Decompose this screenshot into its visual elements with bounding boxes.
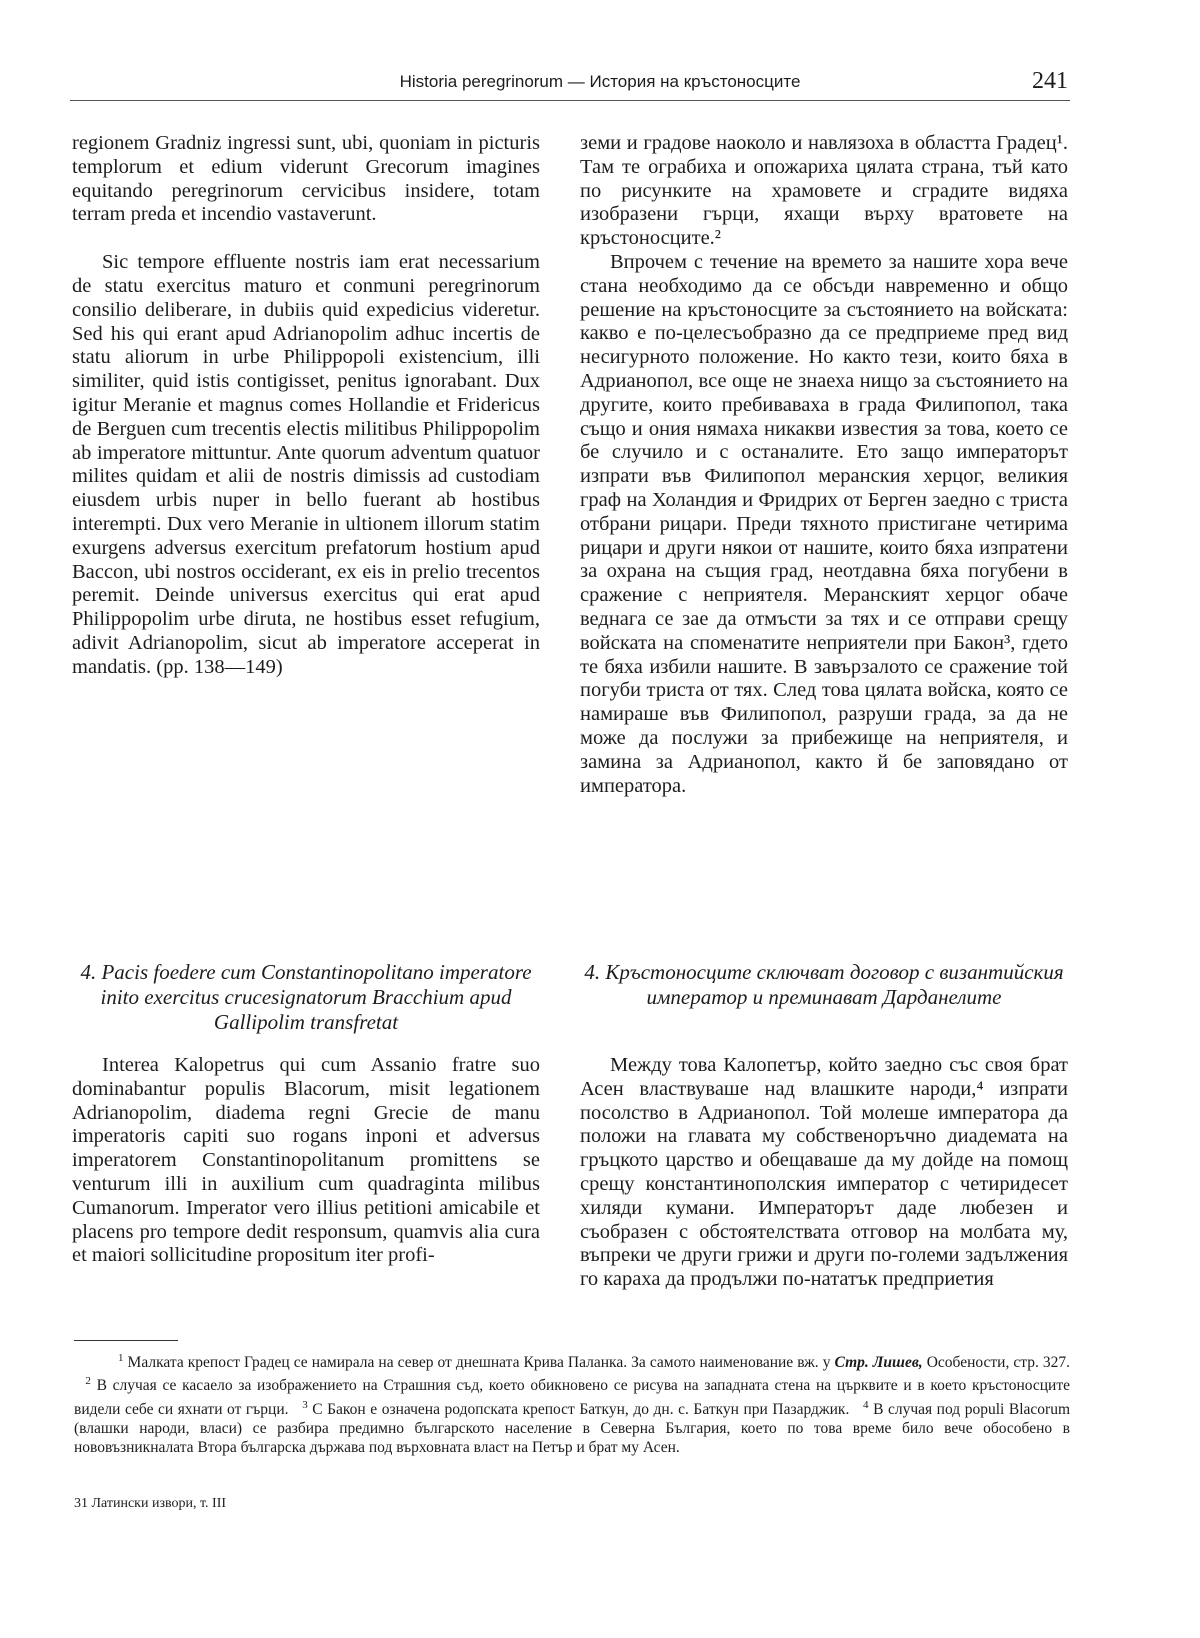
bulgarian-paragraph-2: Впрочем с течение на времето за нашите хора вече стана необходимо да се обсъди навременно и общо решение на кръстоносците за състоянието на войската: какво е по-целесъобразно да се предприеме пред вид несигурното положение. Но както тези, които бяха в Адрианопол, все още не знаеха нищо за състоянието на другите, които пребиваваха в града Филипопол, така също и ония нямаха никакви известия за това, което се бе случило и с останалите. Ето защо императорът изпрати във Филипопол меранския херцог, великия граф на Холандия и Фридрих от Берген заедно с триста отбрани рицари. Преди тяхното пристигане четирима рицари и други някои от нашите, които бяха изпратени за охрана на същия град, неотдавна бяха погубени в сражение с неприятеля. Меранският херцог обаче веднага се зае да отмъсти за тях и се отправи срещу войската на споменатите неприятели при Бакон³, гдето те бяха избили нашите. В завързалото се сражение той погуби триста от тях. След това цялата войска, която се намираше във Филипопол, разруши града, за да не може да послужи за прибежище на неприятеля, и замина за Адрианопол, както й бе заповядано от императора. xyxy=(580,250,1068,797)
page-number: 241 xyxy=(1032,68,1068,94)
footnote-3-text: С Бакон е означена родопската крепост Баткун, до дн. с. Баткун при Пазарджик. xyxy=(312,1400,850,1418)
footnote-rule xyxy=(74,1340,178,1341)
latin-paragraph-1: regionem Gradniz ingressi sunt, ubi, quoniam in picturis templorum et edium viderunt Grecorum imagines equitando peregrinorum cervicibus insidere, totam terram preda et incendio vastaverunt. xyxy=(72,132,540,226)
footnote-4-number: 4 xyxy=(863,1398,869,1411)
footnote-2-text: В случая се касаело за изображението на Страшния съд, което обикновено се рисува на западната стена на църквите и в което кръстоносците видели себе си яхнати от гърци. xyxy=(74,1377,1071,1418)
latin-column-top xyxy=(72,132,540,680)
footnote-block xyxy=(74,1349,1070,1457)
footnote-4-text: В случая под populi Blacorum (влашки народи, власи) се разбира предимно българското население в Северна България, което по това време било вече обособено в нововъзникналата Втора българска държава под върховната власт на Петър и брат му Асен. xyxy=(74,1400,1071,1457)
bulgarian-paragraph-1: земи и градове наоколо и навлязоха в областта Градец¹. Там те ограбиха и опожариха цялата страна, тъй като по рисунките на храмовете и сградите видяха изобразени гърци, яхащи върху вратовете на кръстоносците.² xyxy=(580,132,1068,250)
footnote-1-text: Малката крепост Градец се намирала на север от днешната Крива Паланка. За самото наименование вж. у xyxy=(127,1354,831,1372)
printer-signature: 31 Латински извори, т. III xyxy=(74,1496,227,1511)
latin-paragraph-2: Sic tempore effluente nostris iam erat necessarium de statu exercitus maturo et conmuni peregrinorum consilio deliberare, in dubiis quid expedicius videretur. Sed his qui erant apud Adrianopolim adhuc incertis de statu aliorum in urbe Philippopoli existencium, illi similiter, quid istis contigisset, penitus ignorabant. Dux igitur Meranie et magnus comes Hollandie et Fridericus de Berguen cum trecentis electis militibus Philippopolim ab imperatore mittuntur. Ante quorum adventum quatuor milites quidam et alii de nostris dimissis ad custodiam eiusdem urbis nuper in bello fuerant ab hostibus interempti. Dux vero Meranie in ultionem illorum statim exurgens adversus exercitum prefatorum hostium apud Baccon, ubi nostros occiderant, ex eis in prelio trecentos peremit. Deinde universus exercitus qui erat apud Philippopolim urbe diruta, ne hostibus esset refugium, adivit Adrianopolim, sicut ab imperatore acceperat in mandatis. (pp. 138—149) xyxy=(72,251,540,678)
latin-paragraph-3: Interea Kalopetrus qui cum Assanio fratre suo dominabantur populis Blacorum, misit legationem Adrianopolim, diadema regni Grecie de manu imperatoris capiti suo rogans inponi et adversus imperatorem Constantinopolitanum promittens se venturum illi in auxilium cum quadraginta milibus Cumanorum. Imperator vero illius petitioni amicabile et placens pro tempore dedit responsum, quamvis alia cura et maiori sollicitudine propositum iter profi- xyxy=(72,1054,540,1267)
bulgarian-column-bottom xyxy=(580,1054,1068,1292)
running-header: Historia peregrinorum — История на кръстоносците xyxy=(399,72,801,91)
bulgarian-paragraph-3: Между това Калопетър, който заедно със своя брат Асен властвуваше над влашките народи,⁴ изпрати посолство в Адрианопол. Той молеше императора да положи на главата му собственоръчно диадемата на гръцкото царство и обещаваше да му дойде на помощ срещу константинополския император с четиридесет хиляди кумани. Императорът даде любезен и съобразен с обстоятелствата отговор на молбата му, въпреки че други грижи и други по-големи задължения го караха да продължи по-нататък предприетия xyxy=(580,1054,1068,1291)
footnote-1-number: 1 xyxy=(118,1352,124,1364)
latin-section-heading: 4. Pacis foedere cum Constantinopolitano imperatore inito exercitus crucesignatorum Bracchium apud Gallipolim transfretat xyxy=(80,960,532,1034)
bulgarian-section-heading: 4. Кръстоносците сключват договор с византийския император и преминават Дарданелите xyxy=(584,960,1064,1009)
footnote-3-number: 3 xyxy=(302,1398,308,1411)
latin-column-bottom xyxy=(72,1054,540,1268)
footnotes xyxy=(74,1349,1070,1457)
footnote-1-ref: Особености, стр. 327. xyxy=(926,1354,1071,1372)
footnote-2-number: 2 xyxy=(85,1375,91,1388)
header-rule xyxy=(70,100,1070,101)
footnote-1-author: Стр. Лишев, xyxy=(834,1354,923,1372)
bulgarian-column-top xyxy=(580,132,1068,798)
